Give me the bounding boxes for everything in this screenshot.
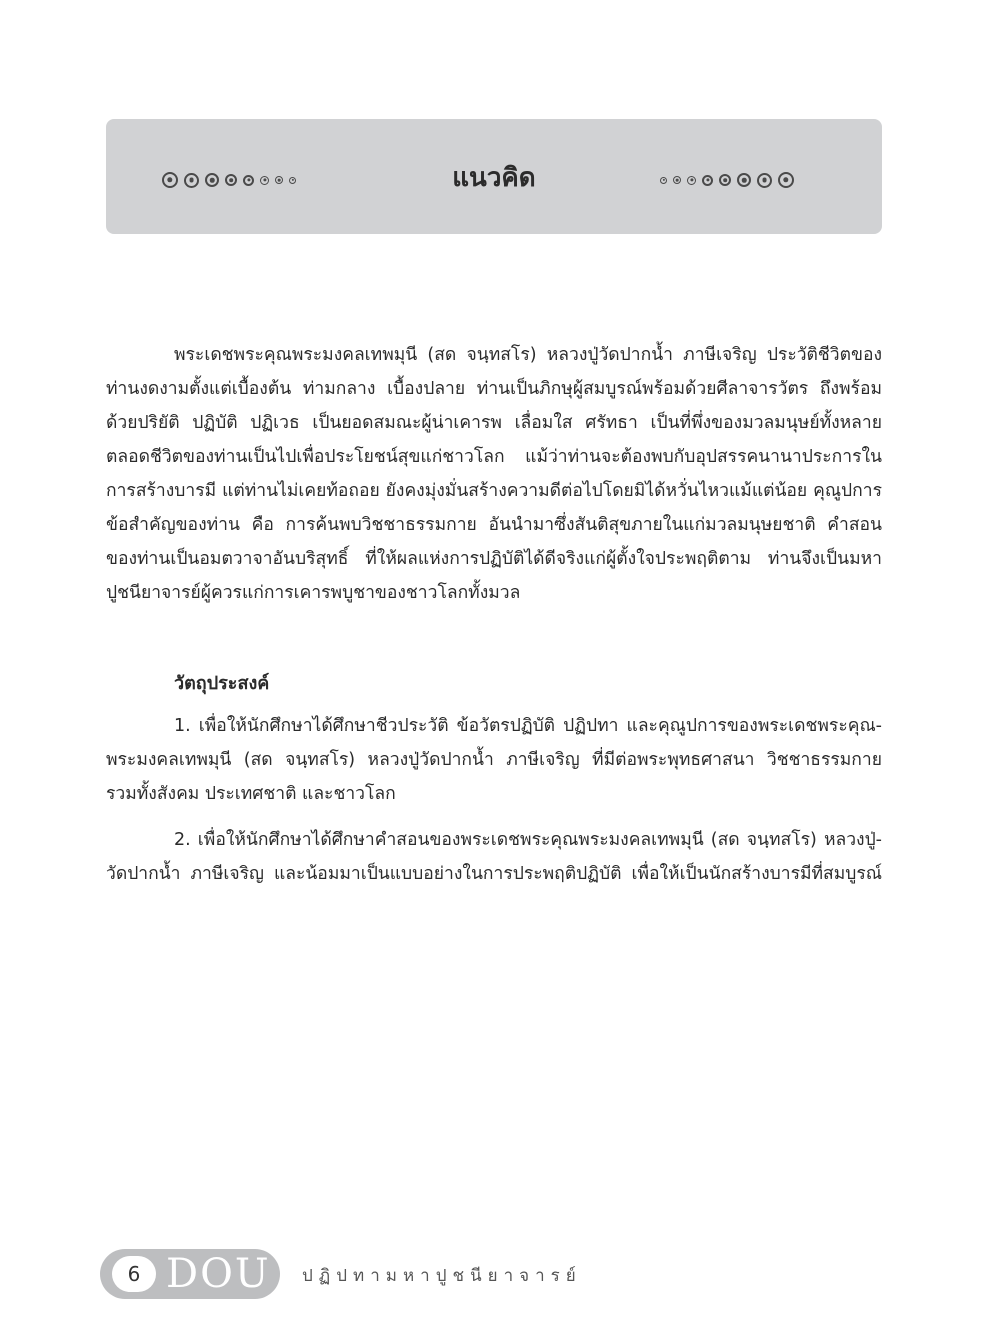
banner-title: แนวคิด [452, 163, 536, 193]
intro-line: ของท่านเป็นอมตวาจาอันบริสุทธิ์ ที่ให้ผลแห่งการปฏิบัติได้ดีจริงแก่ผู้ตั้งใจประพฤติตาม ท่านจึงเป็นมหา [106, 549, 882, 569]
decorative-dots-left [162, 172, 302, 188]
intro-line: พระเดชพระคุณพระมงคลเทพมุนี (สด จนฺทสโร) หลวงปู่วัดปากน้ำ ภาษีเจริญ ประวัติชีวิตของ [174, 345, 882, 365]
dot-icon [275, 176, 283, 184]
dot-icon [702, 175, 713, 186]
dot-icon [757, 173, 772, 188]
intro-line: ด้วยปริยัติ ปฏิบัติ ปฏิเวธ เป็นยอดสมณะผู้น่าเคารพ เลื่อมใส ศรัทธา เป็นที่พึ่งของมวลมนุษย์ทั้งหลาย [106, 413, 882, 433]
decorative-dots-right [660, 172, 800, 188]
dot-icon [673, 176, 681, 184]
footer-book-title: ปฏิปทามหาปูชนียาจารย์ [302, 1266, 582, 1286]
objective-item-2 [106, 823, 882, 891]
intro-line: ตลอดชีวิตของท่านเป็นไปเพื่อประโยชน์สุขแก่ชาวโลก แม้ว่าท่านจะต้องพบกับอุปสรรคนานาประการใน [106, 447, 882, 467]
dot-icon [289, 177, 296, 184]
intro-line: การสร้างบารมี แต่ท่านไม่เคยท้อถอย ยังคงมุ่งมั่นสร้างความดีต่อไปโดยมิได้หวั่นไหวแม้แต่น้อย คุณูปการ [106, 481, 882, 501]
dou-logo: DOU [166, 1251, 271, 1297]
dot-icon [719, 174, 731, 186]
page-number: 6 [112, 1256, 156, 1292]
objective-line: รวมทั้งสังคม ประเทศชาติ และชาวโลก [106, 784, 396, 804]
objective-item-1 [106, 709, 882, 811]
intro-line: ข้อสำคัญของท่าน คือ การค้นพบวิชชาธรรมกาย อันนำมาซึ่งสันติสุขภายในแก่มวลมนุษยชาติ คำสอน [106, 515, 882, 535]
dot-icon [660, 177, 667, 184]
objective-line: 2. เพื่อให้นักศึกษาได้ศึกษาคำสอนของพระเดชพระคุณพระมงคลเทพมุนี (สด จนฺทสโร) หลวงปู่- [174, 830, 882, 850]
dot-icon [225, 174, 237, 186]
dot-icon [184, 173, 199, 188]
dot-icon [778, 172, 794, 188]
footer-badge [100, 1249, 280, 1299]
dot-icon [260, 176, 269, 185]
intro-line: ท่านงดงามตั้งแต่เบื้องต้น ท่ามกลาง เบื้องปลาย ท่านเป็นภิกษุผู้สมบูรณ์พร้อมด้วยศีลาจารวัตร ถึงพร้อม [106, 379, 882, 399]
dot-icon [243, 175, 254, 186]
objective-line: พระมงคลเทพมุนี (สด จนฺทสโร) หลวงปู่วัดปากน้ำ ภาษีเจริญ ที่มีต่อพระพุทธศาสนา วิชชาธรรมกาย [106, 750, 882, 770]
dot-icon [205, 173, 219, 187]
dot-icon [737, 173, 751, 187]
intro-line: ปูชนียาจารย์ผู้ควรแก่การเคารพบูชาของชาวโลกทั้งมวล [106, 583, 521, 603]
objectives-heading: วัตถุประสงค์ [174, 673, 270, 694]
objective-line: 1. เพื่อให้นักศึกษาได้ศึกษาชีวประวัติ ข้อวัตรปฏิบัติ ปฏิปทา และคุณูปการของพระเดชพระคุณ- [174, 716, 882, 736]
dot-icon [687, 176, 696, 185]
objective-line: วัดปากน้ำ ภาษีเจริญ และน้อมมาเป็นแบบอย่างในการประพฤติปฏิบัติ เพื่อให้เป็นนักสร้างบารมีที่สมบูรณ์ [106, 864, 882, 884]
dot-icon [162, 172, 178, 188]
intro-paragraph [106, 338, 882, 610]
